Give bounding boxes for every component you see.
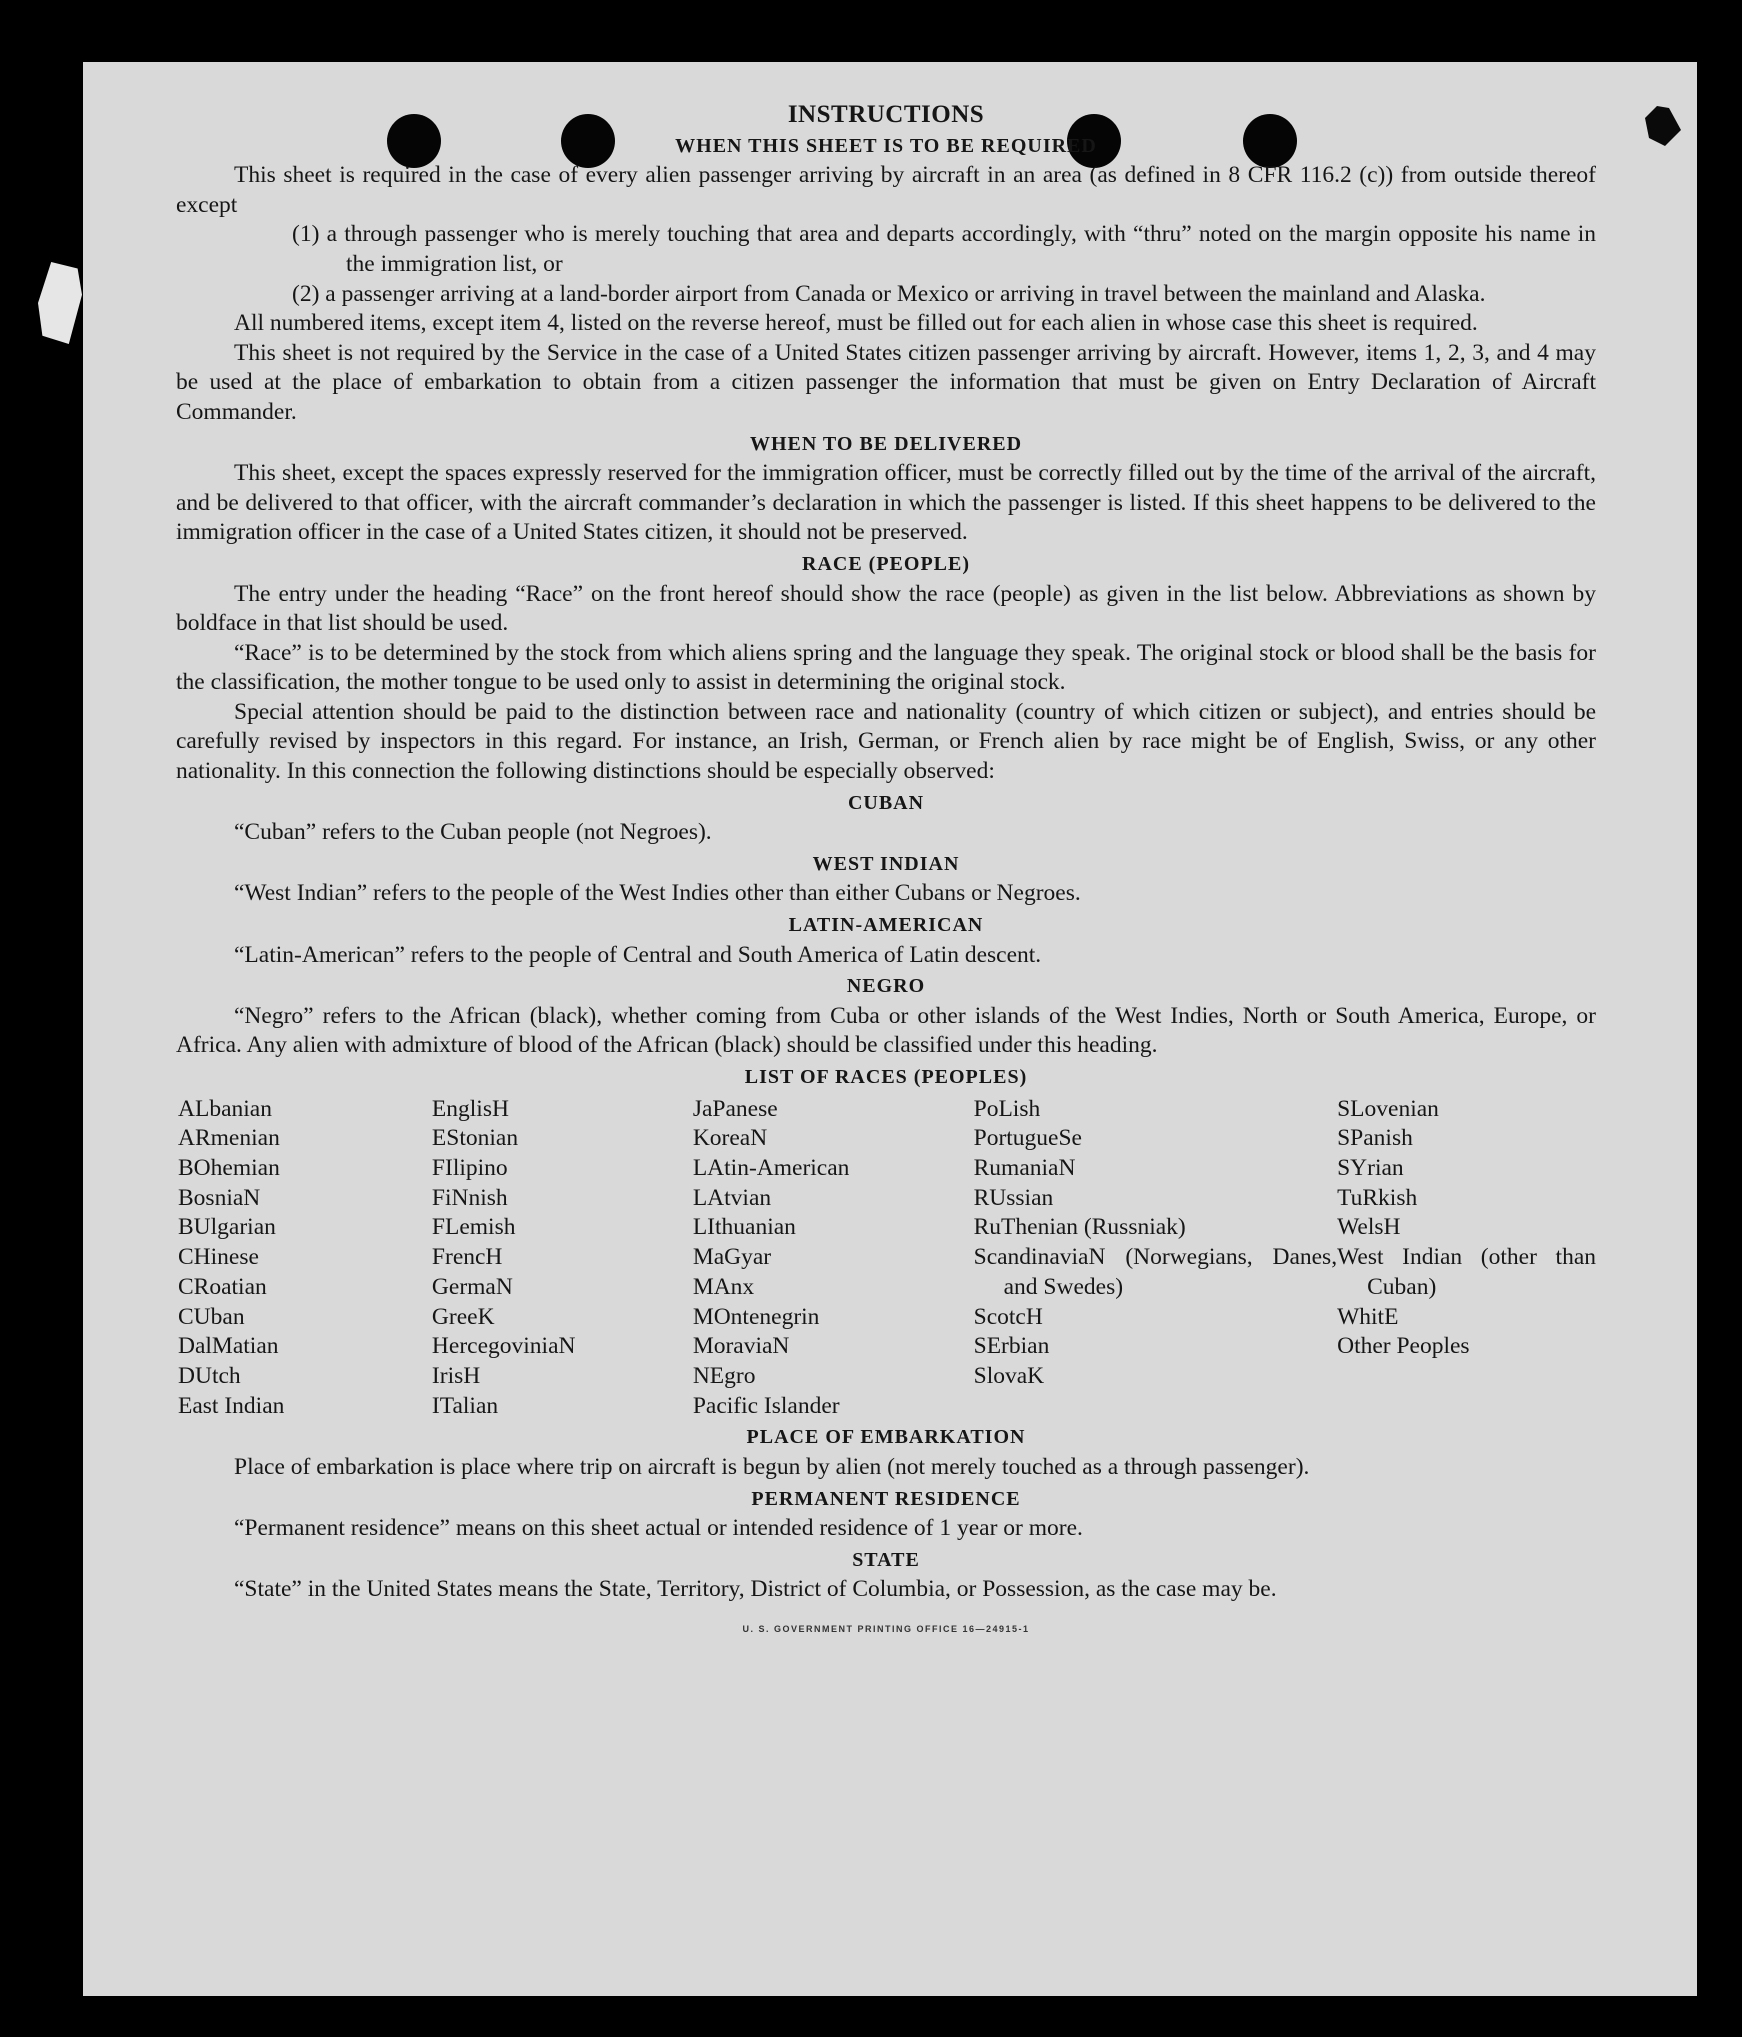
race-entry: SErbian [973, 1333, 1050, 1360]
race-entry: BOhemian [178, 1155, 280, 1181]
race-column-4 [974, 1095, 1337, 1422]
race-entry: CUban [178, 1303, 245, 1330]
race-entry: East Indian [178, 1392, 285, 1419]
race-entry: FrencH [431, 1244, 503, 1271]
race-entry: EStonian [431, 1125, 519, 1152]
race-entry: FLemish [431, 1214, 516, 1241]
race-entry: SlovaK [973, 1362, 1045, 1389]
exception-item-2: (2) a passenger arriving at a land-border airport from Canada or Mexico or arriving in travel between the mainland and Alaska. [292, 280, 1486, 307]
race-entry: DalMatian [178, 1333, 279, 1360]
race-para-1: The entry under the heading “Race” on the front hereof should show the race (people) as given in the list below. Abbreviations as shown by boldface in that list should be used. [176, 580, 1596, 637]
race-entry: HercegoviniaN [431, 1333, 576, 1360]
race-column-1 [178, 1095, 432, 1422]
race-entry: ALbanian [178, 1095, 272, 1122]
cuban-text: “Cuban” refers to the Cuban people (not Negroes). [234, 819, 712, 846]
race-para-3: Special attention should be paid to the distinction between race and nationality (country of which citizen or subject), and entries should be carefully revised by inspectors in this regard. For instance, an Irish, German, or French alien by race might be of English, Swiss, or any other nationality. In this connection the following distinctions should be especially observed: [176, 698, 1596, 785]
race-entry: BosniaN [178, 1184, 261, 1211]
race-entry: NEgro [692, 1362, 756, 1389]
document-page [83, 62, 1697, 1996]
heading-race: RACE (PEOPLE) [802, 552, 970, 575]
heading-state: STATE [852, 1548, 920, 1571]
when-required-intro: This sheet is required in the case of every alien passenger arriving by aircraft in an area (as defined in 8 CFR 116.2 (c)) from outside thereof except [176, 162, 1596, 218]
race-para-2: “Race” is to be determined by the stock from which aliens spring and the language they speak. The original stock or blood shall be the basis for the classification, the mother tongue to be used only to assist in determining the original stock. [176, 639, 1596, 696]
race-entry: ScotcH [973, 1303, 1043, 1330]
negro-text: “Negro” refers to the African (black), whether coming from Cuba or other islands of the West Indies, North or South America, Europe, or Africa. Any alien with admixture of blood of the African (black) should be classified under this heading. [176, 1002, 1596, 1059]
latin-american-text: “Latin-American” refers to the people of Central and South America of Latin descent. [234, 941, 1042, 968]
race-entry: PoLish [973, 1095, 1041, 1122]
race-entry: IrisH [431, 1362, 481, 1389]
race-entry: BUlgarian [178, 1214, 276, 1241]
race-entry: LAtvian [692, 1184, 772, 1211]
race-entry: KoreaN [692, 1125, 768, 1152]
when-required-para-3: This sheet is not required by the Service in the case of a United States citizen passenger arriving by aircraft. However, items 1, 2, 3, and 4 may be used at the place of embarkation to obtain from a citizen passenger the information that must be given on Entry Declaration of Aircraft Commander. [176, 339, 1596, 425]
race-entry: TuRkish [1337, 1184, 1418, 1211]
printer-imprint: U. S. GOVERNMENT PRINTING OFFICE 16—24915-1 [742, 1623, 1030, 1634]
heading-embarkation: PLACE OF EMBARKATION [746, 1426, 1026, 1449]
heading-negro: NEGRO [846, 975, 926, 998]
race-entry: MOntenegrin [692, 1303, 820, 1330]
paper-scrap [38, 262, 82, 344]
race-entry: DUtch [178, 1362, 241, 1389]
race-list [178, 1095, 1596, 1422]
heading-list-of-races: LIST OF RACES (PEOPLES) [744, 1066, 1028, 1088]
exception-item-1: (1) a through passenger who is merely touching that area and departs accordingly, with “thru” noted on the margin opposite his name in the immigration list, or [292, 221, 1596, 277]
torn-corner [1641, 106, 1681, 146]
race-entry: MaGyar [692, 1244, 772, 1271]
heading-latin-american: LATIN-AMERICAN [788, 914, 984, 937]
race-entry: SLovenian [1337, 1095, 1439, 1122]
race-entry: CHinese [178, 1244, 259, 1271]
instructions-text [176, 100, 1596, 1644]
race-entry: West Indian (other than Cuban) [1337, 1244, 1596, 1300]
state-text: “State” in the United States means the State, Territory, District of Columbia, or Possession, as the case may be. [234, 1576, 1277, 1603]
page-title: INSTRUCTIONS [787, 101, 985, 128]
when-required-para-2: All numbered items, except item 4, listed on the reverse hereof, must be filled out for each alien in whose case this sheet is required. [234, 310, 1478, 337]
race-entry: LIthuanian [692, 1214, 796, 1241]
race-entry: MAnx [692, 1273, 755, 1300]
heading-west-indian: WEST INDIAN [812, 852, 960, 875]
race-entry: RumaniaN [973, 1155, 1076, 1181]
race-entry: Pacific Islander [692, 1392, 840, 1419]
race-entry: ScandinaviaN (Norwegians, Danes, and Swedes) [973, 1244, 1338, 1300]
race-entry: PortugueSe [973, 1125, 1082, 1152]
race-column-3 [693, 1095, 974, 1422]
when-delivered-text: This sheet, except the spaces expressly reserved for the immigration officer, must be correctly filled out by the time of the arrival of the aircraft, and be delivered to that officer, with the aircraft commander’s declaration in which the passenger is listed. If this sheet happens to be delivered to the immigration officer in the case of a United States citizen, it should not be preserved. [176, 460, 1596, 546]
race-entry: SPanish [1337, 1125, 1413, 1152]
race-entry: GreeK [431, 1303, 495, 1330]
embarkation-text: Place of embarkation is place where trip on aircraft is begun by alien (not merely touched as a through passenger). [234, 1453, 1310, 1480]
race-entry: FIlipino [431, 1155, 508, 1181]
heading-cuban: CUBAN [847, 791, 925, 814]
heading-permanent-residence: PERMANENT RESIDENCE [751, 1487, 1021, 1510]
race-entry: SYrian [1337, 1155, 1404, 1181]
race-entry: EnglisH [431, 1095, 509, 1122]
race-entry: RuThenian (Russniak) [973, 1214, 1186, 1241]
residence-text: “Permanent residence” means on this sheet actual or intended residence of 1 year or more. [234, 1515, 1083, 1542]
race-column-5 [1337, 1095, 1596, 1422]
race-entry: GermaN [431, 1273, 513, 1300]
race-entry: Other Peoples [1337, 1333, 1470, 1360]
race-entry: ITalian [431, 1392, 499, 1419]
race-entry: WelsH [1337, 1214, 1401, 1241]
race-entry: ARmenian [178, 1125, 280, 1152]
race-entry: FiNnish [431, 1184, 508, 1211]
heading-when-required: WHEN THIS SHEET IS TO BE REQUIRED [675, 134, 1097, 157]
race-entry: RUssian [973, 1184, 1054, 1211]
race-entry: CRoatian [178, 1273, 267, 1300]
race-column-2 [432, 1095, 693, 1422]
race-entry: LAtin-American [692, 1155, 850, 1181]
heading-when-delivered: WHEN TO BE DELIVERED [749, 432, 1023, 455]
race-entry: JaPanese [692, 1095, 778, 1122]
race-entry: WhitE [1337, 1303, 1399, 1330]
race-entry: MoraviaN [692, 1333, 790, 1360]
west-indian-text: “West Indian” refers to the people of the West Indies other than either Cubans or Negroes. [234, 880, 1081, 907]
